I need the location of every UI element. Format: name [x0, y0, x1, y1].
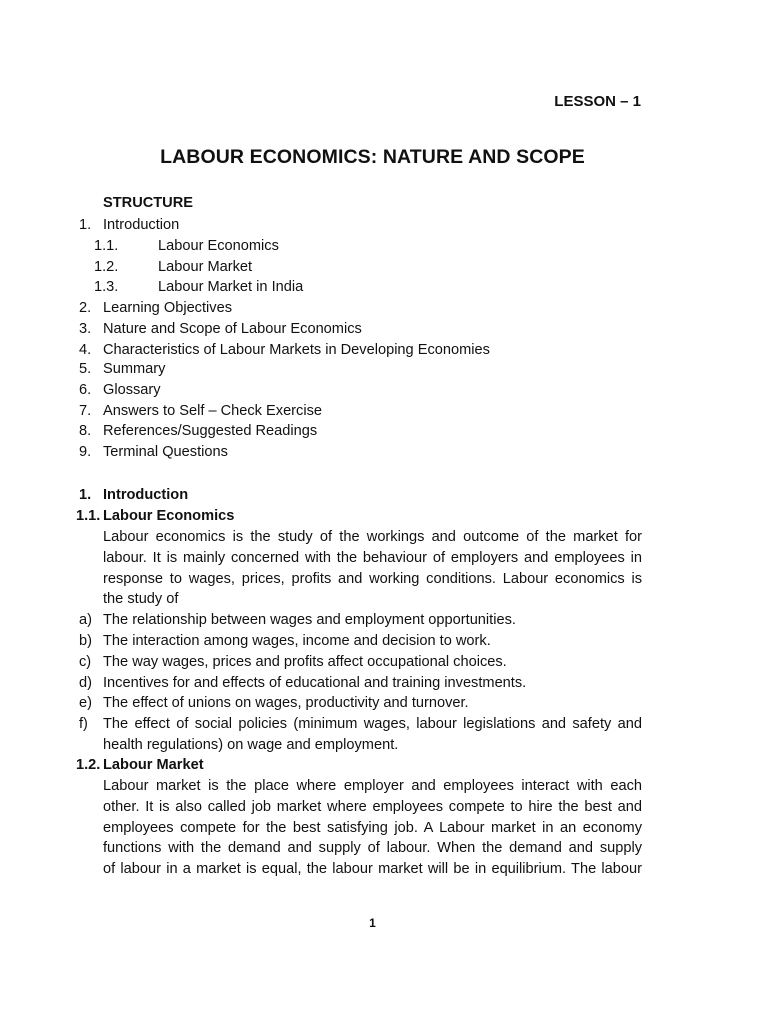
- structure-item-text: Terminal Questions: [103, 444, 228, 460]
- paragraph-line: labour. It is mainly concerned with the behaviour of employers and employees in: [103, 549, 642, 566]
- subsection-heading-labour-economics: [0, 506, 700, 526]
- structure-item-text: References/Suggested Readings: [103, 423, 318, 439]
- paragraph-line: the study of: [103, 591, 179, 608]
- list-text: The relationship between wages and employment opportunities.: [103, 612, 516, 628]
- list-marker: e): [79, 695, 92, 711]
- structure-item-number: 3.: [79, 321, 92, 337]
- paragraph-line: Labour economics is the study of the workings and outcome of the market for: [103, 529, 642, 545]
- list-item: [0, 673, 700, 693]
- structure-item-text: Labour Market: [158, 259, 253, 275]
- structure-item: [0, 277, 700, 297]
- structure-heading: STRUCTURE: [103, 195, 193, 211]
- structure-item-text: Nature and Scope of Labour Economics: [103, 321, 362, 337]
- lesson-label: LESSON – 1: [554, 93, 641, 110]
- structure-item: [0, 442, 700, 462]
- structure-item: [0, 298, 700, 318]
- structure-item-number: 1.1.: [94, 238, 119, 254]
- list-item: [0, 714, 700, 734]
- structure-item: [0, 236, 700, 256]
- structure-item-number: 1.: [79, 217, 92, 233]
- structure-item: [0, 340, 700, 360]
- structure-item-text: Answers to Self – Check Exercise: [103, 403, 322, 419]
- list-marker: d): [79, 675, 92, 691]
- paragraph-line: of labour in a market is equal, the labour market will be in equilibrium. The labour: [103, 861, 642, 878]
- structure-item: [0, 359, 700, 379]
- list-item: [0, 693, 700, 713]
- structure-item-text: Summary: [103, 361, 166, 377]
- section-heading-introduction: [0, 485, 700, 505]
- structure-item-number: 7.: [79, 403, 92, 419]
- labour-market-paragraph: [103, 776, 642, 880]
- list-item: [0, 631, 700, 651]
- list-text: The effect of social policies (minimum wages, labour legislations and safety and: [103, 716, 642, 732]
- structure-item-text: Introduction: [103, 217, 180, 233]
- structure-item-number: 1.3.: [94, 279, 119, 295]
- structure-item: [0, 257, 700, 277]
- subsection-number: 1.1.: [76, 508, 101, 524]
- structure-item-text: Labour Economics: [158, 238, 279, 254]
- list-marker: f): [79, 716, 88, 732]
- structure-item: [0, 401, 700, 421]
- subsection-number: 1.2.: [76, 757, 101, 773]
- subsection-heading-labour-market: [0, 755, 700, 775]
- list-marker: a): [79, 612, 92, 628]
- structure-item-text: Learning Objectives: [103, 300, 232, 316]
- paragraph-line: functions with the demand and supply of labour. When the demand and supply: [103, 840, 642, 857]
- list-marker: b): [79, 633, 92, 649]
- list-item-continuation: [0, 735, 700, 755]
- list-text: health regulations) on wage and employment.: [103, 737, 399, 753]
- paragraph-line: other. It is also called job market where employees compete to hire the best and: [103, 798, 642, 815]
- structure-item-number: 2.: [79, 300, 92, 316]
- paragraph-line: Labour market is the place where employer and employees interact with each: [103, 778, 642, 794]
- structure-item-text: Characteristics of Labour Markets in Developing Economies: [103, 342, 490, 358]
- list-text: The way wages, prices and profits affect occupational choices.: [103, 654, 507, 670]
- list-item: [0, 652, 700, 672]
- page-title: LABOUR ECONOMICS: NATURE AND SCOPE: [160, 146, 585, 168]
- list-text: The interaction among wages, income and decision to work.: [103, 633, 491, 649]
- structure-item-text: Labour Market in India: [158, 279, 304, 295]
- structure-item: [0, 421, 700, 441]
- list-marker: c): [79, 654, 92, 670]
- subsection-title: Labour Market: [103, 757, 204, 773]
- structure-item: [0, 215, 700, 235]
- structure-item-number: 8.: [79, 423, 92, 439]
- structure-item: [0, 319, 700, 339]
- structure-item: [0, 380, 700, 400]
- section-title: Introduction: [103, 487, 189, 503]
- paragraph-line: employees compete for the best satisfying job. A Labour market in an economy: [103, 819, 642, 836]
- structure-item-number: 5.: [79, 361, 92, 377]
- paragraph-line: response to wages, prices, profits and working conditions. Labour economics is: [103, 570, 642, 587]
- list-item: [0, 610, 700, 630]
- labour-economics-paragraph: [103, 527, 642, 610]
- section-number: 1.: [79, 487, 92, 503]
- structure-item-number: 6.: [79, 382, 92, 398]
- structure-item-text: Glossary: [103, 382, 161, 398]
- structure-item-number: 4.: [79, 342, 92, 358]
- structure-item-number: 9.: [79, 444, 92, 460]
- structure-item-number: 1.2.: [94, 259, 119, 275]
- list-text: The effect of unions on wages, productivity and turnover.: [103, 695, 469, 711]
- subsection-title: Labour Economics: [103, 508, 235, 524]
- list-text: Incentives for and effects of educational and training investments.: [103, 675, 527, 691]
- page-number: 1: [369, 916, 376, 930]
